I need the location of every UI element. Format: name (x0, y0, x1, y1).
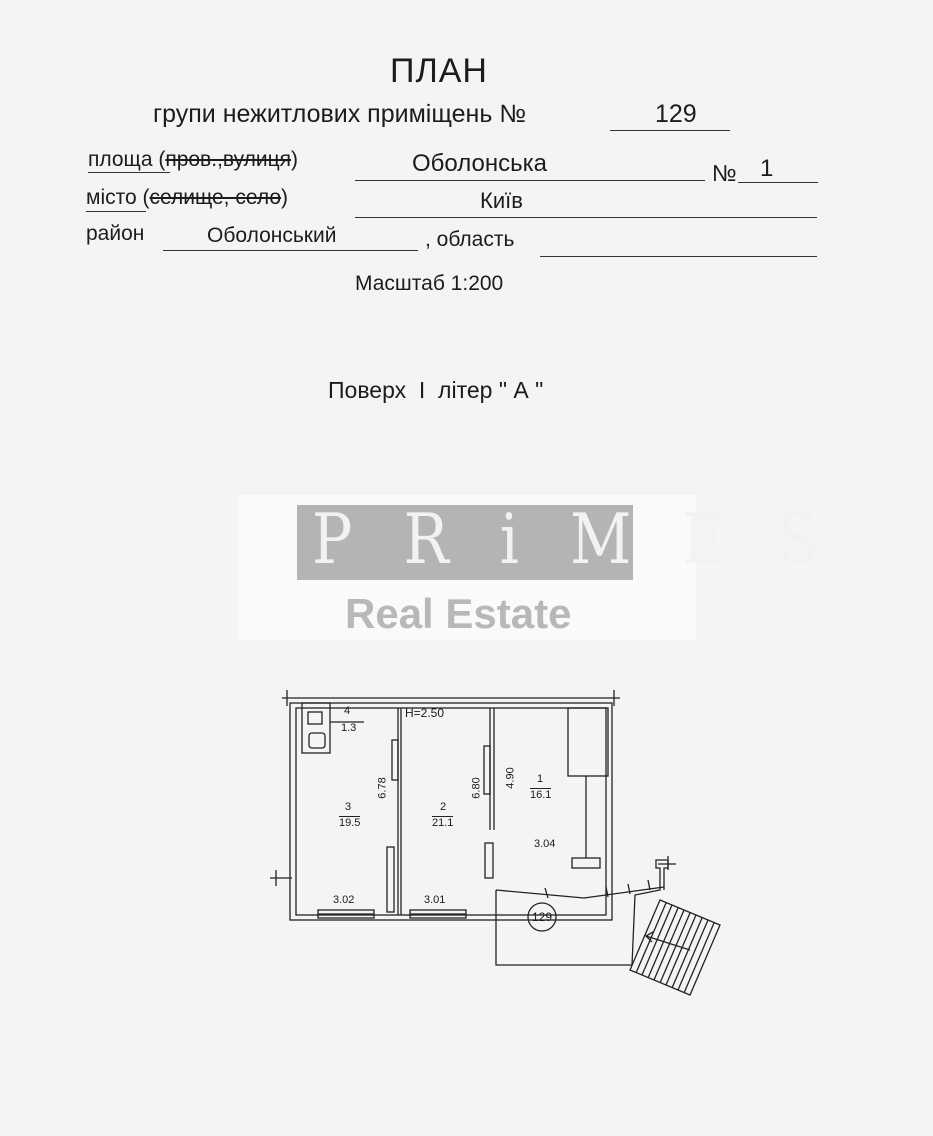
room1-fixture (568, 708, 608, 776)
wc-sink (308, 712, 322, 724)
room3-length: 6.78 (376, 777, 389, 799)
room3-number: 3 (345, 801, 352, 813)
room1-width: 3.04 (534, 838, 556, 850)
entrance-area (496, 860, 668, 965)
city-label-struck: селище, село (149, 186, 282, 209)
district-label: район (86, 222, 145, 245)
street-label-suffix: ) (291, 148, 298, 171)
city-value: Київ (480, 188, 523, 213)
room2-area: 21.1 (432, 817, 454, 829)
inner-wall (296, 708, 606, 915)
street-value: Оболонська (412, 150, 547, 177)
door-room3 (392, 740, 398, 780)
number-value: 1 (760, 155, 774, 182)
room1-column (572, 858, 600, 868)
entrance-top (496, 887, 664, 898)
city-label-suffix: ) (281, 186, 289, 209)
watermark-tagline: Real Estate (345, 590, 572, 637)
room3-width: 3.02 (333, 894, 355, 906)
region-label: , область (425, 228, 515, 251)
district-value: Оболонський (207, 224, 337, 247)
number-label: № (712, 160, 737, 186)
watermark-brand: P R i M E S (312, 499, 835, 581)
page-title: ПЛАН (390, 52, 488, 90)
group-number: 129 (655, 100, 697, 128)
entrance-tick (545, 888, 548, 898)
plan-subtitle: групи нежитлових приміщень № (153, 100, 527, 128)
room4-number: 4 (344, 705, 351, 717)
floor-label: Поверх І літер " А " (328, 377, 544, 403)
room4-area: 1.3 (341, 722, 357, 734)
group-marker-label: 129 (532, 910, 553, 924)
room2-length: 6.80 (470, 777, 483, 799)
wc-room (302, 703, 330, 753)
city-label-prefix: місто ( (86, 186, 150, 209)
room3-area: 19.5 (339, 817, 361, 829)
street-label-struck: пров.,вулиця (165, 148, 291, 171)
room2-width: 3.01 (424, 894, 446, 906)
door-room3-lower (387, 847, 394, 912)
wc-toilet (309, 733, 325, 748)
stair-steps (636, 903, 714, 993)
outer-wall (290, 703, 612, 920)
room1-length: 4.90 (504, 767, 517, 789)
scale-label: Масштаб 1:200 (355, 272, 504, 295)
room1-area: 16.1 (530, 789, 552, 801)
ceiling-height: H=2.50 (405, 706, 445, 720)
door-room2 (484, 746, 490, 794)
door-room1 (485, 843, 493, 878)
street-label-prefix: площа ( (88, 148, 166, 171)
room2-number: 2 (440, 801, 447, 813)
room1-number: 1 (537, 773, 544, 785)
